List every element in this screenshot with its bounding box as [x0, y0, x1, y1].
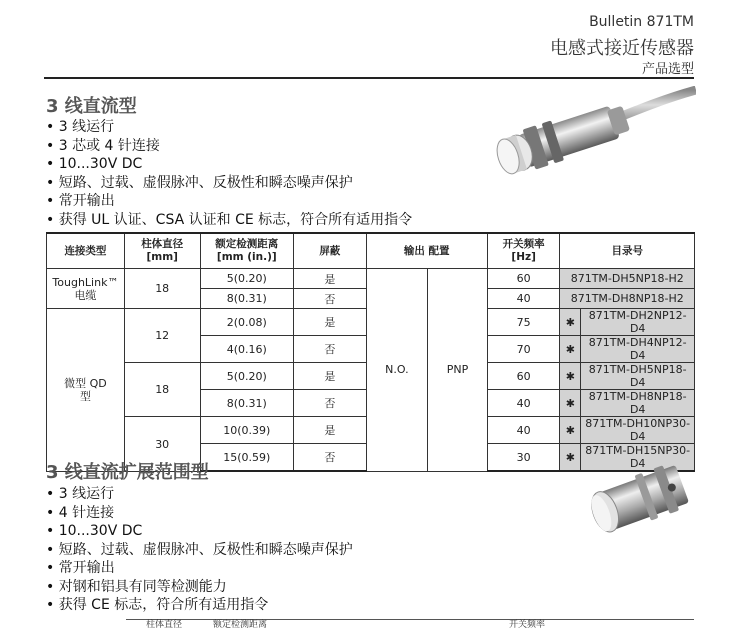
output-pnp: PNP: [428, 269, 488, 472]
bullet: • 3 芯或 4 针连接: [46, 137, 412, 156]
cell-dia: 30: [124, 417, 200, 472]
col-freq: 开关频率 [Hz]: [487, 233, 560, 269]
bullet: • 3 线运行: [46, 485, 353, 504]
cell-catalog: 871TM-DH5NP18-H2: [560, 269, 695, 289]
cell-shield: 是: [294, 417, 366, 444]
bullet: • 常开输出: [46, 192, 412, 211]
header-bulletin: Bulletin 871TM: [589, 14, 694, 30]
cell-dia: 18: [124, 269, 200, 309]
conn-micro-qd: 微型 QD 型: [47, 309, 125, 472]
cell-catalog: 871TM-DH2NP12-D4: [581, 309, 695, 336]
cell-freq: 60: [487, 363, 560, 390]
sensor-barrel-photo: [578, 456, 696, 538]
cell-freq: 40: [487, 289, 560, 309]
cell-freq: 40: [487, 417, 560, 444]
star-icon: ✱: [560, 417, 581, 444]
col-catalog: 目录号: [560, 233, 695, 269]
star-icon: ✱: [560, 390, 581, 417]
header-subtitle: 产品选型: [641, 62, 694, 77]
cell-dia: 12: [124, 309, 200, 363]
section2-table-rule: [126, 619, 694, 620]
cell-shield: 是: [294, 269, 366, 289]
star-icon: ✱: [560, 444, 581, 472]
bullet: • 3 线运行: [46, 118, 412, 137]
cell-catalog: 871TM-DH5NP18-D4: [581, 363, 695, 390]
section2-bullets: [46, 485, 353, 615]
cell-shield: 否: [294, 289, 366, 309]
cell-dist: 5(0.20): [200, 269, 294, 289]
header-rule: [44, 77, 694, 79]
output-no: N.O.: [366, 269, 428, 472]
cut-header-dia: 柱体直径: [146, 620, 183, 630]
cell-dist: 5(0.20): [200, 363, 294, 390]
cell-dist: 8(0.31): [200, 289, 294, 309]
cell-freq: 60: [487, 269, 560, 289]
bullet: • 常开输出: [46, 559, 353, 578]
cell-shield: 否: [294, 444, 366, 472]
cell-dist: 2(0.08): [200, 309, 294, 336]
star-icon: ✱: [560, 336, 581, 363]
bullet: • 短路、过载、虚假脉冲、反极性和瞬态噪声保护: [46, 541, 353, 560]
section1-bullets: [46, 118, 412, 229]
cell-freq: 30: [487, 444, 560, 472]
conn-toughlink: ToughLink™ 电缆: [47, 269, 125, 309]
bullet: • 10...30V DC: [46, 155, 412, 174]
col-shield: 屏蔽: [294, 233, 366, 269]
cut-header-dist: 额定检测距离: [213, 620, 268, 630]
cell-catalog: 871TM-DH10NP30-D4: [581, 417, 695, 444]
sensor-cable-photo: [492, 86, 696, 196]
cell-shield: 是: [294, 363, 366, 390]
header-title: 电感式接近传感器: [550, 38, 694, 59]
cut-header-freq: 开关频率: [509, 620, 546, 630]
cell-catalog: 871TM-DH15NP30-D4: [581, 444, 695, 472]
section1-title: 3 线直流型: [46, 96, 137, 117]
cell-shield: 否: [294, 390, 366, 417]
star-icon: ✱: [560, 363, 581, 390]
col-conn-type: 连接类型: [47, 233, 125, 269]
cell-dist: 15(0.59): [200, 444, 294, 472]
col-output: 输出 配置: [366, 233, 487, 269]
cell-dia: 18: [124, 363, 200, 417]
bullet: • 10...30V DC: [46, 522, 353, 541]
cell-shield: 否: [294, 336, 366, 363]
bullet: • 对钢和铝具有同等检测能力: [46, 578, 353, 597]
cell-freq: 40: [487, 390, 560, 417]
bullet: • 获得 UL 认证、CSA 认证和 CE 标志，符合所有适用指令: [46, 211, 412, 230]
cell-dist: 8(0.31): [200, 390, 294, 417]
cell-shield: 是: [294, 309, 366, 336]
cell-catalog: 871TM-DH4NP12-D4: [581, 336, 695, 363]
star-icon: ✱: [560, 309, 581, 336]
product-selection-table: [46, 232, 695, 472]
bullet: • 获得 CE 标志，符合所有适用指令: [46, 596, 353, 615]
col-body-dia: 柱体直径 [mm]: [124, 233, 200, 269]
cell-catalog: 871TM-DH8NP18-H2: [560, 289, 695, 309]
cell-catalog: 871TM-DH8NP18-D4: [581, 390, 695, 417]
col-sensing-dist: 额定检测距离 [mm (in.)]: [200, 233, 294, 269]
bullet: • 短路、过载、虚假脉冲、反极性和瞬态噪声保护: [46, 174, 412, 193]
cell-freq: 75: [487, 309, 560, 336]
bullet: • 4 针连接: [46, 504, 353, 523]
section2-title: 3 线直流扩展范围型: [46, 462, 209, 483]
cell-dist: 10(0.39): [200, 417, 294, 444]
cell-freq: 70: [487, 336, 560, 363]
cell-dist: 4(0.16): [200, 336, 294, 363]
